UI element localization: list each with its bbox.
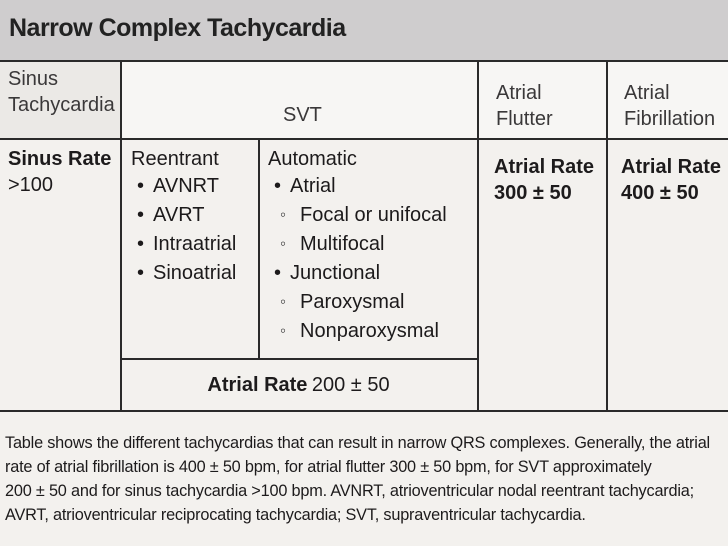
column-divider [258,138,260,358]
flutter-rate-cell [494,154,594,206]
svt-rate-cell [120,359,477,412]
caption-line: AVRT, atrioventricular reciprocating tachycardia; SVT, supraventricular tachycardia. [5,506,586,524]
header-atrial-fibrillation [624,80,715,132]
header-sinus-line2: Tachycardia [8,94,115,116]
automatic-cell [268,146,474,346]
header-sinus-line1: Sinus [8,68,59,90]
header-sinus-tachycardia [8,66,115,118]
svt-rate-divider [120,358,477,360]
header-divider [0,138,728,140]
fibrillation-rate-cell [621,154,721,206]
column-divider [606,62,608,412]
reentrant-cell [131,146,256,288]
flutter-rate-label: Atrial Rate [494,156,595,178]
header-fibrillation-line1: Atrial [624,82,670,104]
reentrant-label: Reentrant [131,148,219,170]
table-title: Narrow Complex Tachycardia [9,14,346,42]
column-divider [477,62,479,412]
title-bar [0,0,728,62]
sinus-rate-value: >100 [8,174,54,196]
fibrillation-rate-label: Atrial Rate [621,156,722,178]
atrial-label: Atrial [290,175,336,197]
list-item: ◦ Paroxysmal [268,288,474,317]
header-atrial-flutter [496,80,553,132]
flutter-rate-value: 300 ± 50 [494,182,572,204]
header-flutter-line2: Flutter [496,108,553,130]
table-caption [5,431,727,527]
header-svt: SVT [283,104,322,126]
junctional-sublist [268,288,474,346]
list-item: • AVRT [131,201,256,230]
list-item: ◦ Nonparoxysmal [268,317,474,346]
sinus-rate-cell [8,146,111,198]
list-item: ◦ Focal or unifocal [268,201,474,230]
svt-rate-label: Atrial Rate [207,374,308,396]
svt-rate-value: 200 ± 50 [311,374,390,396]
caption-line: 200 ± 50 and for sinus tachycardia >100 bpm. AVNRT, atrioventricular nodal reentrant tachycardia; [5,482,694,500]
header-flutter-line1: Atrial [496,82,542,104]
caption-line: rate of atrial fibrillation is 400 ± 50 bpm, for atrial flutter 300 ± 50 bpm, for SVT approximately [5,458,652,476]
column-divider [120,62,122,412]
reentrant-list [131,172,256,288]
header-fibrillation-line2: Fibrillation [624,108,716,130]
list-item: • AVNRT [131,172,256,201]
tachycardia-table [0,62,728,412]
junctional-label: Junctional [290,262,381,284]
atrial-sublist [268,201,474,259]
list-item: ◦ Multifocal [268,230,474,259]
list-item: • Intraatrial [131,230,256,259]
fibrillation-rate-value: 400 ± 50 [621,182,699,204]
sinus-rate-label: Sinus Rate [8,148,112,170]
list-item [268,259,474,346]
list-item: • Sinoatrial [131,259,256,288]
automatic-label: Automatic [268,148,357,170]
table-bottom-border [0,410,728,412]
list-item [268,172,474,259]
automatic-list [268,172,474,346]
caption-line: Table shows the different tachycardias that can result in narrow QRS complexes. Generally, the atrial [5,434,710,452]
